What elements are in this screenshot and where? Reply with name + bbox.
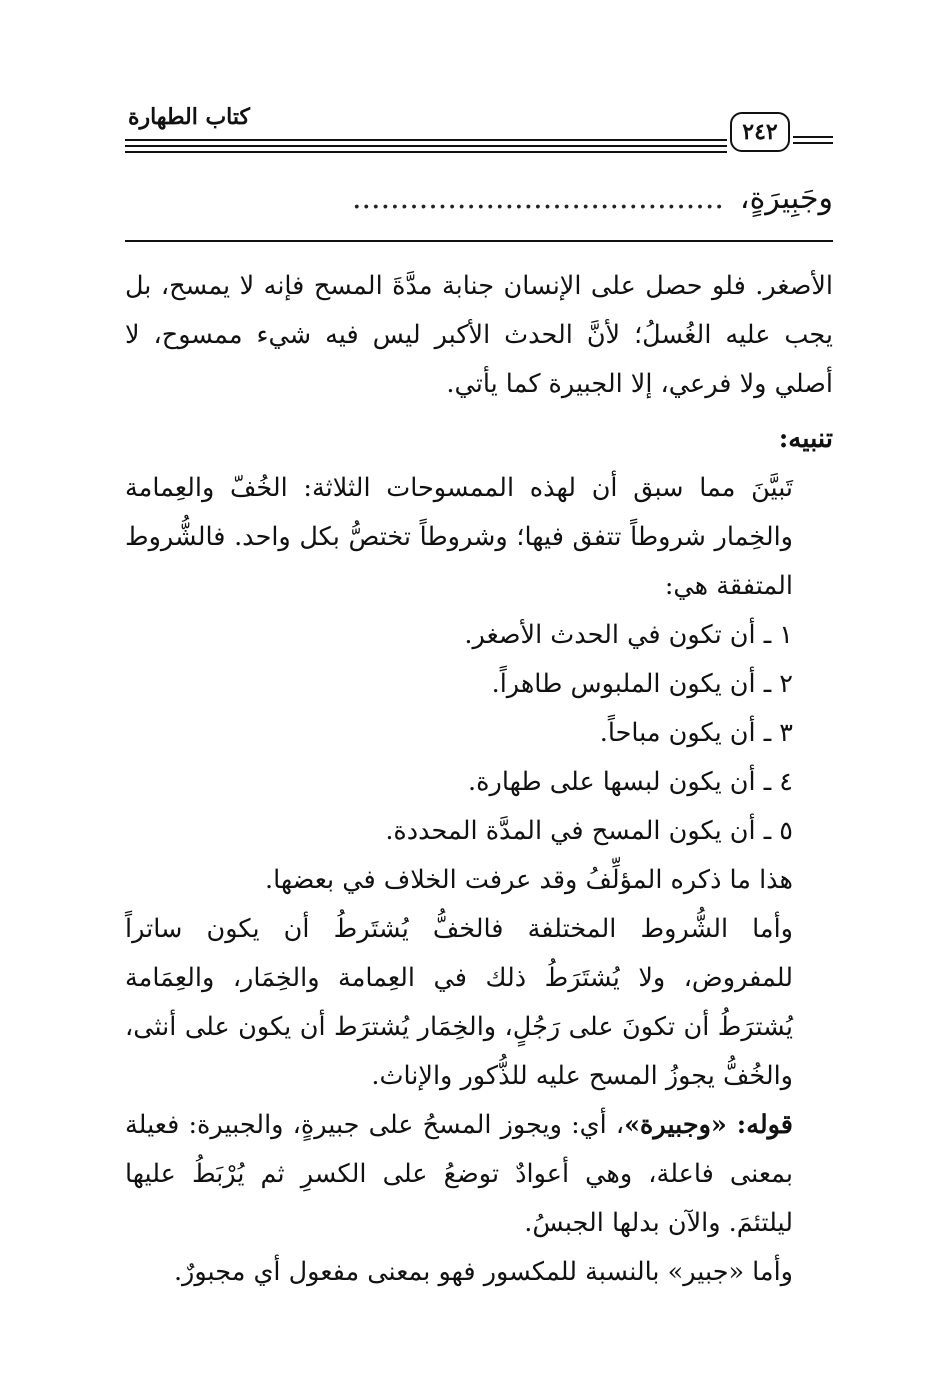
paragraph-5 [125, 1101, 833, 1248]
list-item-5: ٥ ـ أن يكون المسح في المدَّة المحددة. [385, 816, 793, 846]
list-item-4: ٤ ـ أن يكون لبسها على طهارة. [468, 767, 793, 797]
header-rule-bottom [125, 151, 727, 153]
running-header-title: كتاب الطهارة [127, 104, 250, 130]
matn-dots: ....................................... [351, 181, 724, 216]
paragraph-1: الأصغر. فلو حصل على الإنسان جنابة مدَّةَ المسح فإنه لا يمسح، بل يجب عليه الغُسلُ؛ لأنَّ الحدث الأكبر ليس فيه شيء ممسوح، لا أصلي ولا فرعي، إلا الجبيرة كما يأتي. [125, 271, 833, 399]
paragraph-2: تَبيَّنَ مما سبق أن لهذه الممسوحات الثلاثة: الخُفّ والعِمامة والخِمار شروطاً تتفق فيها؛ وشروطاً تختصُّ بكل واحد. فالشُّروط المتفقة هي: [125, 473, 793, 601]
header-rule-top [125, 139, 727, 141]
list-item-1: ١ ـ أن تكون في الحدث الأصغر. [464, 620, 793, 650]
matn-text: وجَبِيرَةٍ، [739, 181, 833, 216]
matn-separator [125, 240, 833, 242]
paragraph-3: هذا ما ذكره المؤلِّفُ وقد عرفت الخلاف في بعضها. [264, 865, 793, 895]
paragraph-6: وأما «جبير» بالنسبة للمكسور فهو بمعنى مفعول أي مجبورٌ. [173, 1257, 793, 1287]
header-rule-right-top [793, 136, 833, 138]
commentary-body [125, 262, 833, 1297]
header-rule-right-bottom [793, 142, 833, 144]
list-item-2: ٢ ـ أن يكون الملبوس طاهراً. [491, 669, 793, 699]
paragraph-5-text: ، أي: ويجوز المسحُ على جبيرةٍ، والجبيرة: فعيلة بمعنى فاعلة، وهي أعوادٌ توضعُ على الكسرِ ثم يُرْبَطُ عليها ليلتئمَ. والآن بدلها الجبسُ. [125, 1110, 793, 1238]
paragraph-4: وأما الشُّروط المختلفة فالخفُّ يُشتَرطُ أن يكون ساتراً للمفروض، ولا يُشتَرَطُ ذلك في العِمامة والخِمَار، والعِمَامة يُشترَطُ أن تكونَ على رَجُلٍ، والخِمَار يُشترَط أن يكون على أنثى، والخُفُّ يجوزُ المسح عليه للذُّكور والإناث. [125, 914, 793, 1091]
matn-line [125, 174, 833, 224]
section-heading: تنبيه: [778, 424, 833, 454]
paragraph-5-keyword: قوله: «وجبيرة» [624, 1110, 793, 1140]
list-item-3: ٣ ـ أن يكون مباحاً. [599, 718, 793, 748]
page-number: ٢٤٢ [730, 112, 790, 152]
header-rule-middle [125, 145, 727, 147]
